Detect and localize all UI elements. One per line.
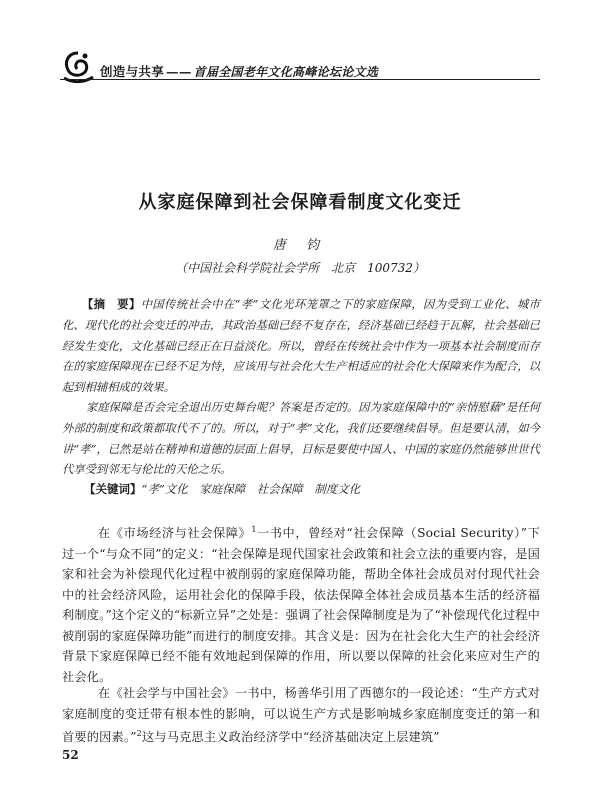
article-title: 从家庭保障到社会保障看制度文化变迁 (138, 192, 462, 213)
p1-text-after: 一书中，曾经对“社会保障（Social Security）”下过一个“与众不同”的定义：“社会保障是现代国家社会政策和社会立法的重要内容，是国家和社会为补偿现代化过程中被削弱的家庭保障功能，帮助全体社会成员对付现代社会中的社会经济风险，运用社会化的保障手段，依法保障全体社会成员基本生活的经济福利制度。”这个定义的“标新立异”之处是：强调了社会保障制度是为了“补偿现代化过程中被削弱的家庭保障功能”而进行的制度安排。其含义是：因为在社会化大生产的社会经济背景下家庭保障已经不能有效地起到保障的作用，所以要以保障的社会化来应对生产的社会化。 (62, 526, 540, 684)
p2-text-after: 这与马克思主义政治经济学中“经济基础决定上层建筑” (141, 730, 440, 745)
header-rule (60, 79, 540, 80)
abstract-paragraph-2: 家庭保障是否会完全退出历史舞台呢？答案是否定的。因为家庭保障中的“亲情慰藉”是任何外部的制度和政策都取代不了的。所以，对于“孝”文化，我们还要继续倡导。但是要认清，如今讲“孝”，已然是站在精神和道德的层面上倡导，目标是要使中国人、中国的家庭仍然能够世世代代享受到邻无与伦比的天伦之乐。 (62, 401, 540, 477)
header-text (100, 62, 378, 80)
abstract-text-1: 中国传统社会中在“孝”文化光环笼罩之下的家庭保障，因为受到工业化、城市化、现代化的社会变迁的冲击，其政治基础已经不复存在，经济基础已经趋于瓦解，社会基础已经发生变化，文化基础已经正在日益淡化。所以，曾经在传统社会中作为一项基本社会制度而存在的家庭保障现在已经不足为恃，应该用与社会化大生产相适应的社会化大保障来作为配合，以起到相辅相成的效果。 (62, 298, 540, 395)
p2-text-before: 在《社会学与中国社会》一书中，杨善华引用了西德尔的一段论述：“生产方式对家庭制度的变迁带有根本性的影响，可以说生产方式是影响城乡家庭制度变迁的第一和首要的因素。” (62, 686, 540, 745)
footnote-ref-2: 2 (136, 729, 142, 738)
header-separator: —— (166, 64, 192, 79)
abstract-label: 【摘 要】 (82, 297, 141, 311)
abstract-paragraph-1 (62, 294, 540, 399)
keywords-text: “孝”文化 家庭保障 社会保障 制度文化 (141, 482, 361, 496)
body-paragraph-1 (62, 520, 540, 687)
page-number: 52 (62, 748, 79, 762)
keywords-label: 【关键词】 (84, 482, 142, 496)
author-name: 唐 钧 (272, 238, 328, 253)
keywords (84, 481, 360, 497)
body-paragraph-2 (62, 683, 540, 748)
p1-text-before: 在《市场经济与社会保障》 (98, 526, 252, 541)
book-subtitle: 首届全国老年文化高峰论坛论文选 (193, 65, 379, 79)
author-affiliation: （中国社会科学院社会学所 北京 100732） (175, 261, 425, 275)
footnote-ref-1: 1 (251, 525, 257, 534)
book-title: 创造与共享 (100, 64, 165, 79)
